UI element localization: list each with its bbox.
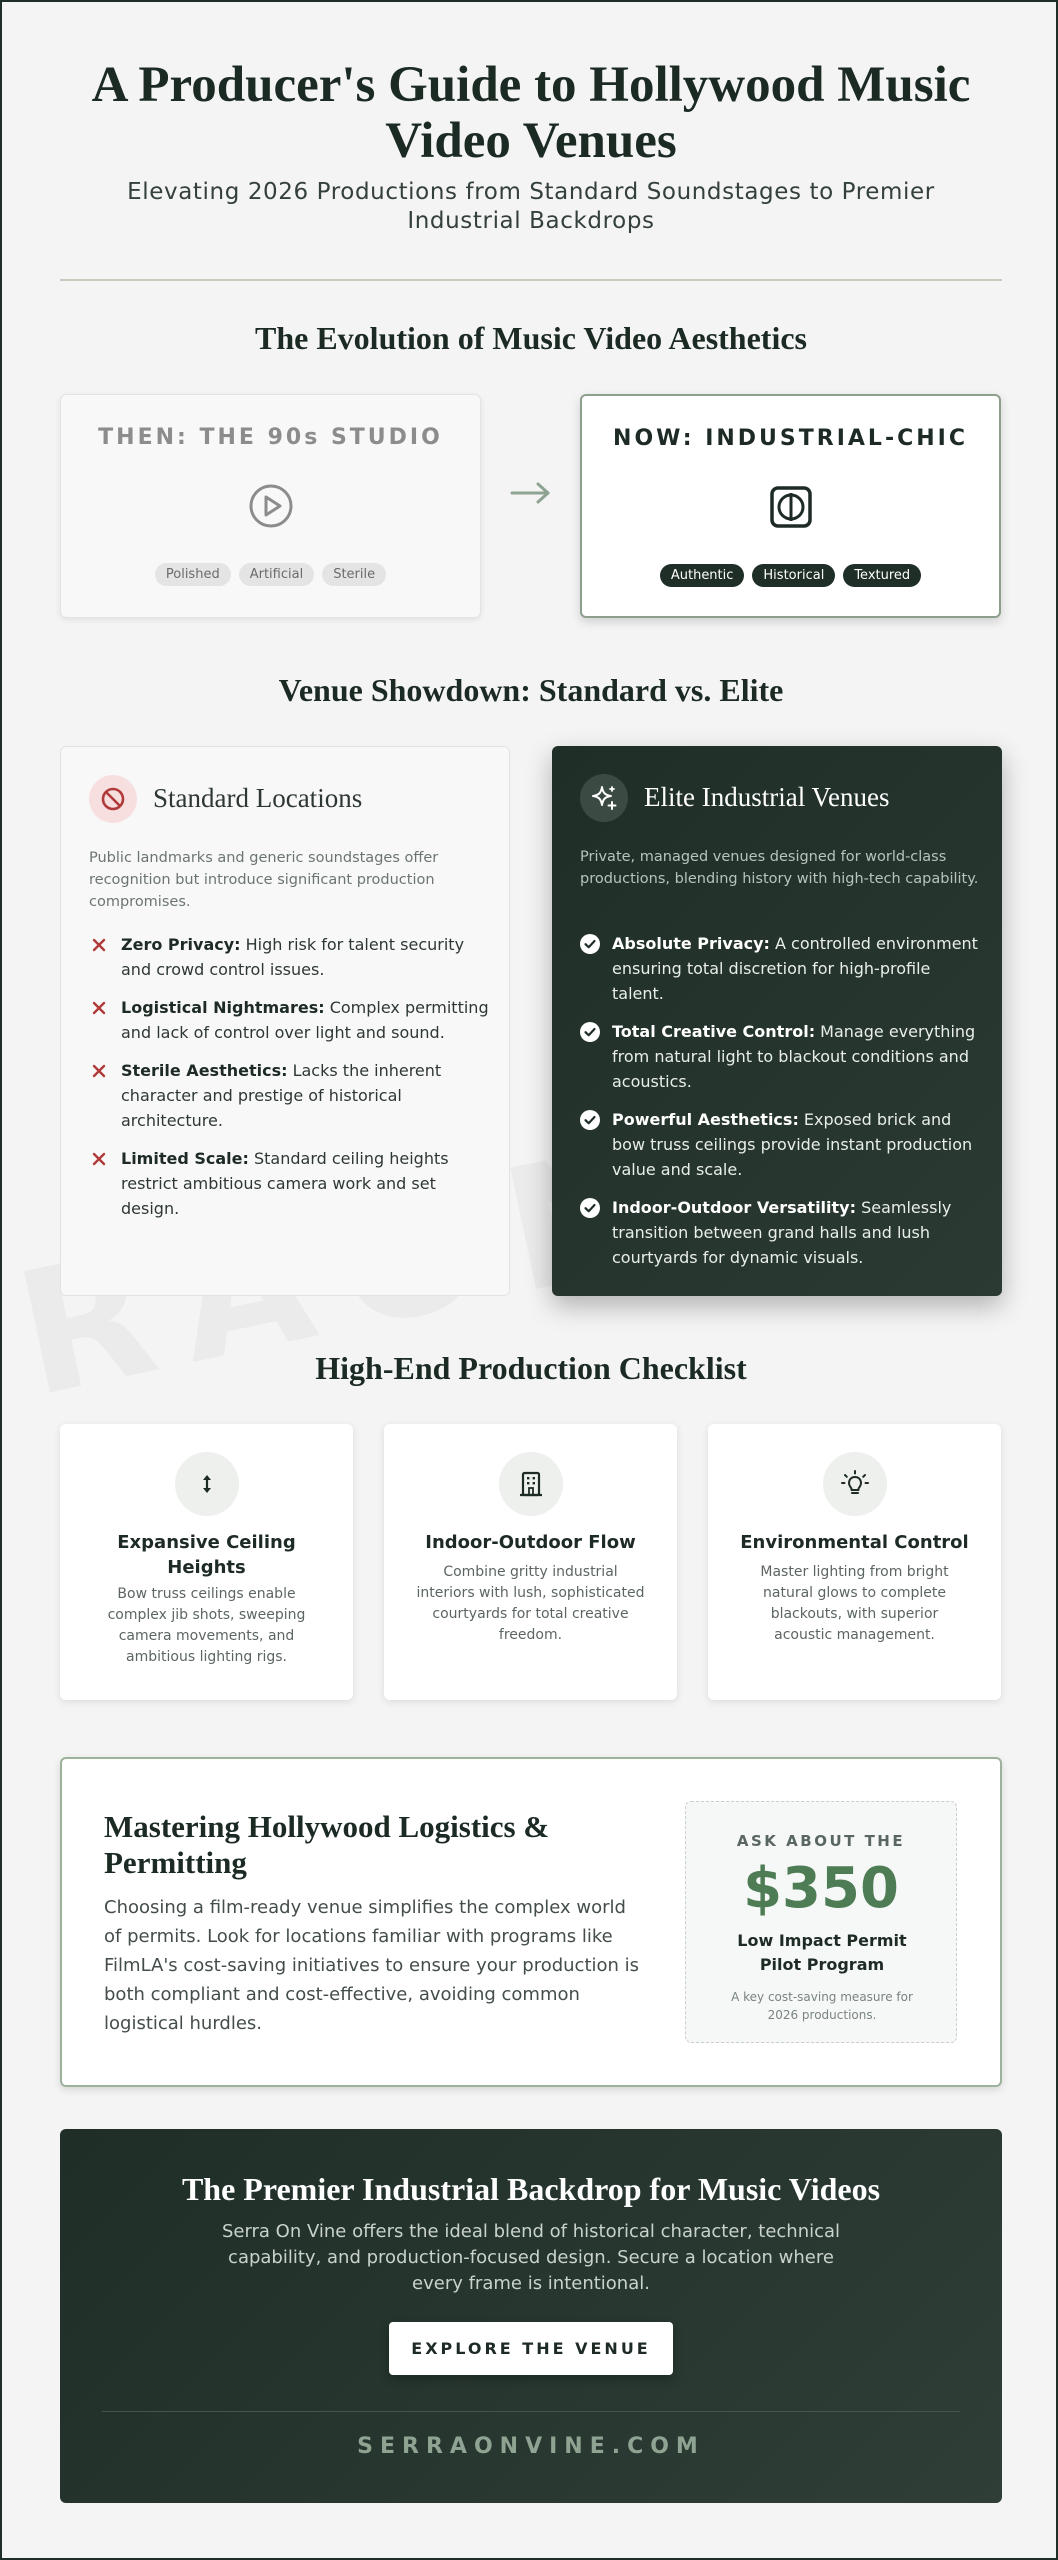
now-tags <box>582 564 999 587</box>
list-item <box>580 1019 980 1094</box>
list-item <box>580 1107 980 1182</box>
callout-price: $350 <box>743 1856 899 1921</box>
item-text: Standard ceiling heights restrict ambitious camera work and set design. <box>121 1149 449 1218</box>
check-circle-icon <box>580 1198 600 1218</box>
logistics-card <box>60 1757 1002 2087</box>
x-mark-icon <box>89 1061 109 1081</box>
checklist-item-title: Indoor-Outdoor Flow <box>425 1532 636 1553</box>
logistics-title: Mastering Hollywood Logistics & Permitting <box>104 1809 550 1880</box>
x-mark-icon <box>89 935 109 955</box>
elite-list <box>580 931 980 1283</box>
tag: Authentic <box>660 564 745 587</box>
x-mark-icon <box>89 998 109 1018</box>
cta-section <box>60 2129 1002 2503</box>
now-card <box>580 394 1001 618</box>
item-text: Manage everything from natural light to blackout conditions and acoustics. <box>612 1022 976 1091</box>
checklist-item-title: Expansive Ceiling Heights <box>117 1532 296 1578</box>
ban-icon <box>89 775 137 823</box>
vertical-arrows-icon <box>175 1452 239 1516</box>
callout-note: A key cost-saving measure for 2026 productions. <box>731 1990 913 2022</box>
item-label: Powerful Aesthetics: <box>612 1110 799 1129</box>
lightbulb-icon <box>823 1452 887 1516</box>
checklist-card-environment <box>708 1424 1001 1700</box>
check-circle-icon <box>580 1022 600 1042</box>
callout-kicker: ASK ABOUT THE <box>736 1832 906 1850</box>
item-text: Lacks the inherent character and prestige of historical architecture. <box>121 1061 442 1130</box>
now-card-title: NOW: INDUSTRIAL-CHIC <box>613 426 968 451</box>
page-subtitle: Elevating 2026 Productions from Standard Soundstages to Premier Industrial Backdrops <box>127 179 935 234</box>
checklist-item-description: Master lighting from bright natural glows to complete blackouts, with superior acoustic management. <box>760 1564 949 1643</box>
elite-venues-card <box>552 746 1002 1296</box>
tag: Historical <box>752 564 835 587</box>
tag: Artificial <box>239 563 314 586</box>
check-circle-icon <box>580 1110 600 1130</box>
item-label: Zero Privacy: <box>121 935 241 954</box>
checklist-item-description: Combine gritty industrial interiors with lush, sophisticated courtyards for total creative freedom. <box>416 1564 645 1643</box>
then-card-title: THEN: THE 90s STUDIO <box>98 425 443 450</box>
check-circle-icon <box>580 934 600 954</box>
tag: Textured <box>843 564 921 587</box>
explore-venue-button[interactable]: EXPLORE THE VENUE <box>389 2322 673 2375</box>
standard-description: Public landmarks and generic soundstages offer recognition but introduce significant production compromises. <box>89 850 439 910</box>
play-circle-icon <box>248 483 294 529</box>
list-item <box>580 931 980 1006</box>
logistics-body: Choosing a film-ready venue simplifies the complex world of permits. Look for locations familiar with programs like FilmLA's cost-saving initiatives to ensure your production is both compliant and cost-effective, avoiding common logistical hurdles. <box>104 1897 640 2034</box>
list-item <box>89 995 489 1045</box>
page-title: A Producer's Guide to Hollywood Music Video Venues <box>91 57 971 169</box>
sparkle-icon <box>580 774 628 822</box>
elite-heading: Elite Industrial Venues <box>644 782 890 812</box>
evolution-title: The Evolution of Music Video Aesthetics <box>254 320 807 356</box>
item-label: Limited Scale: <box>121 1149 249 1168</box>
website-link[interactable]: SERRAONVINE.COM <box>357 2434 705 2459</box>
elite-description: Private, managed venues designed for world-class productions, blending history with high-tech capability. <box>580 849 979 887</box>
list-item <box>580 1195 980 1270</box>
checklist-item-title: Environmental Control <box>740 1532 969 1553</box>
cta-body: Serra On Vine offers the ideal blend of historical character, technical capability, and production-focused design. Secure a location where every frame is intentional. <box>221 2221 841 2294</box>
cta-title: The Premier Industrial Backdrop for Music Videos <box>181 2171 881 2207</box>
standard-locations-card <box>60 746 510 1296</box>
checklist-title: High-End Production Checklist <box>315 1350 747 1386</box>
item-label: Absolute Privacy: <box>612 934 770 953</box>
list-item <box>89 1058 489 1133</box>
callout-program: Low Impact Permit Pilot Program <box>737 1931 907 1974</box>
standard-list <box>89 932 489 1234</box>
checklist-item-description: Bow truss ceilings enable complex jib shots, sweeping camera movements, and ambitious lighting rigs. <box>107 1586 306 1665</box>
cta-divider <box>102 2411 960 2412</box>
item-label: Sterile Aesthetics: <box>121 1061 288 1080</box>
item-label: Total Creative Control: <box>612 1022 816 1041</box>
item-label: Logistical Nightmares: <box>121 998 325 1017</box>
list-item <box>89 1146 489 1221</box>
item-text: Seamlessly transition between grand halls and lush courtyards for dynamic visuals. <box>612 1198 952 1267</box>
item-label: Indoor-Outdoor Versatility: <box>612 1198 856 1217</box>
standard-heading: Standard Locations <box>153 783 363 813</box>
header-divider <box>60 279 1002 281</box>
tag: Sterile <box>322 563 386 586</box>
list-item <box>89 932 489 982</box>
then-tags <box>61 563 480 586</box>
split-square-icon <box>768 484 814 530</box>
arrow-right-icon <box>508 478 554 508</box>
item-text: Exposed brick and bow truss ceilings provide instant production value and scale. <box>612 1110 973 1179</box>
checklist-card-ceiling <box>60 1424 353 1700</box>
then-card <box>60 394 481 618</box>
item-text: High risk for talent security and crowd control issues. <box>121 935 465 979</box>
item-text: A controlled environment ensuring total discretion for high-profile talent. <box>612 934 978 1003</box>
checklist-card-flow <box>384 1424 677 1700</box>
item-text: Complex permitting and lack of control over light and sound. <box>121 998 489 1042</box>
building-icon <box>499 1452 563 1516</box>
showdown-title: Venue Showdown: Standard vs. Elite <box>278 672 784 708</box>
x-mark-icon <box>89 1149 109 1169</box>
tag: Polished <box>155 563 231 586</box>
permit-callout <box>685 1801 957 2043</box>
